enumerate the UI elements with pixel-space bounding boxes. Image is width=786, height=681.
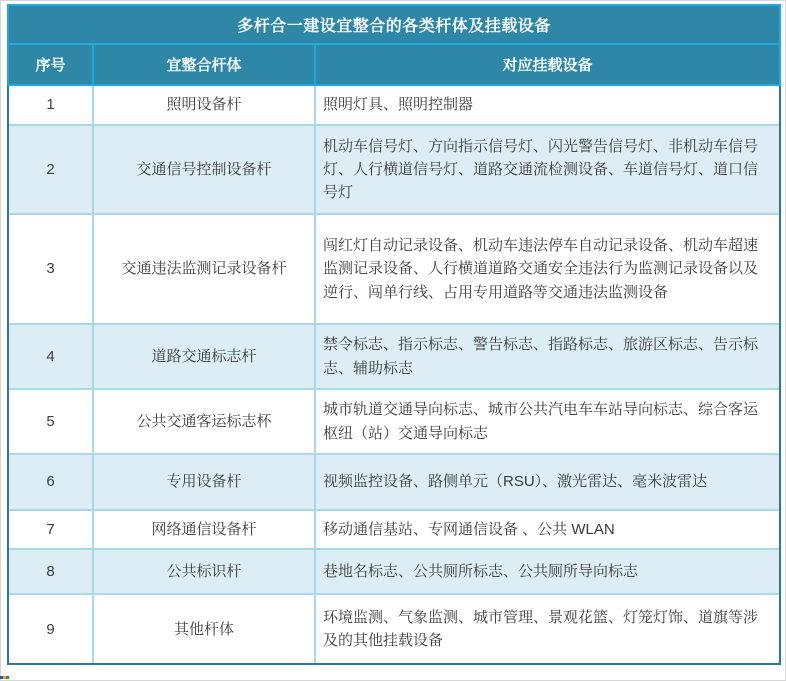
- row-number-cell: 4: [9, 325, 94, 388]
- mounted-devices-cell: 环境监测、气象监测、城市管理、景观花篮、灯笼灯饰、道旗等涉及的其他挂载设备: [323, 609, 759, 650]
- mounted-devices-cell: 城市轨道交通导向标志、城市公共汽电车车站导向标志、综合客运枢纽（站）交通导向标志: [323, 401, 759, 442]
- pole-type-cell: 公共交通客运标志杯: [94, 390, 316, 453]
- artifact-pixel: [6, 676, 9, 679]
- table-row: [9, 325, 779, 390]
- pole-type-cell: 交通违法监测记录设备杆: [94, 215, 316, 323]
- row-number-cell: 1: [9, 86, 94, 124]
- pole-type-cell: 专用设备杆: [94, 455, 316, 509]
- row-number-cell: 2: [9, 126, 94, 213]
- row-number-cell: 8: [9, 550, 94, 593]
- pole-type-cell: 其他杆体: [94, 595, 316, 663]
- table-row: [9, 550, 779, 595]
- mounted-devices-cell: 巷地名标志、公共厕所标志、公共厕所导向标志: [323, 563, 639, 581]
- row-number-cell: 7: [9, 511, 94, 548]
- mounted-devices-cell: 移动通信基站、专网通信设备 、公共 WLAN: [323, 521, 615, 538]
- table-row: [9, 511, 779, 550]
- corner-pixel-artifact: [0, 676, 9, 679]
- column-header-number: 序号: [9, 45, 94, 84]
- pole-type-cell: 公共标识杆: [94, 550, 316, 593]
- mounted-devices-cell: 照明灯具、照明控制器: [323, 96, 474, 114]
- table-row: [9, 595, 779, 663]
- row-number-cell: 3: [9, 215, 94, 323]
- row-number-cell: 9: [9, 595, 94, 663]
- table-title-bar: [7, 4, 781, 45]
- table-body: [7, 86, 781, 665]
- column-header-pole-type: 宜整合杆体: [94, 45, 316, 84]
- row-number-cell: 5: [9, 390, 94, 453]
- table-row: [9, 390, 779, 455]
- table-header-row: [7, 45, 781, 86]
- mounted-devices-cell: 闯红灯自动记录设备、机动车违法停车自动记录设备、机动车超速监测记录设备、人行横道道路交通安全违法行为监测记录设备以及逆行、闯单行线、占用专用道路等交通违法监测设备: [323, 237, 759, 301]
- table-row: [9, 86, 779, 126]
- pole-type-cell: 道路交通标志杆: [94, 325, 316, 388]
- mounted-devices-cell: 禁令标志、指示标志、警告标志、指路标志、旅游区标志、告示标志、辅助标志: [323, 336, 759, 377]
- table-title: 多杆合一建设宜整合的各类杆体及挂载设备: [237, 18, 551, 35]
- pole-type-cell: 照明设备杆: [94, 86, 316, 124]
- table-row: [9, 126, 779, 215]
- pole-type-cell: 交通信号控制设备杆: [94, 126, 316, 213]
- mounted-devices-cell: 机动车信号灯、方向指示信号灯、闪光警告信号灯、非机动车信号灯、人行横道信号灯、道路交通流检测设备、车道信号灯、道口信号灯: [323, 137, 759, 202]
- table-row: [9, 215, 779, 325]
- table-row: [9, 455, 779, 511]
- column-header-mounted-devices: 对应挂载设备: [502, 57, 593, 74]
- pole-type-cell: 网络通信设备杆: [94, 511, 316, 548]
- mounted-devices-cell: 视频监控设备、路侧单元（RSU）、激光雷达、毫米波雷达: [323, 473, 708, 491]
- row-number-cell: 6: [9, 455, 94, 509]
- pole-equipment-table: [7, 4, 781, 665]
